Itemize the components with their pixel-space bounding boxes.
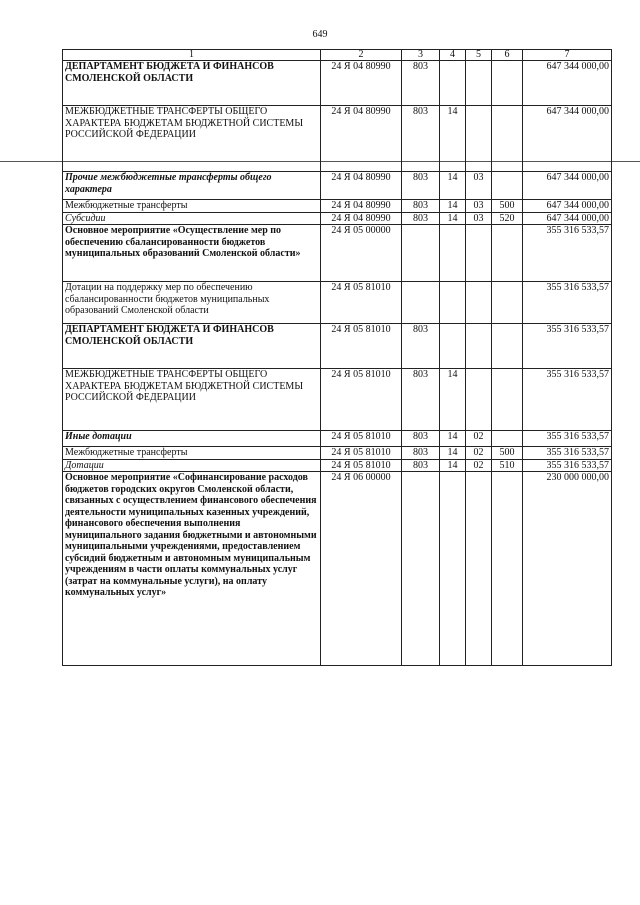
row-name: Основное мероприятие «Осуществление мер по обеспечению сбалансированности бюджетов муниципальных образований Смоленской области» (63, 225, 321, 282)
row-vr (492, 282, 523, 324)
row-vr (492, 61, 523, 106)
row-rz: 14 (440, 172, 466, 200)
row-ved (402, 225, 440, 282)
table-row (63, 472, 612, 666)
page-number: 649 (312, 29, 328, 40)
table-row (63, 61, 612, 106)
row-code: 24 Я 05 00000 (321, 225, 402, 282)
row-ved: 803 (402, 106, 440, 172)
table-row (63, 225, 612, 282)
row-vr (492, 324, 523, 369)
row-code: 24 Я 05 81010 (321, 324, 402, 369)
row-pr (466, 282, 492, 324)
row-rz: 14 (440, 212, 466, 225)
row-code: 24 Я 05 81010 (321, 447, 402, 460)
row-rz (440, 472, 466, 666)
row-ved: 803 (402, 447, 440, 460)
row-sum: 647 344 000,00 (523, 61, 612, 106)
row-sum: 647 344 000,00 (523, 106, 612, 172)
row-name: Основное мероприятие «Софинансирование расходов бюджетов городских округов Смоленской области, связанных с осуществлением финансового обеспечения деятельности муниципальных казенных учреждений, финансового обеспечения выполнения муниципального задания бюджетными и автономными муниципальными учреждениями, предоставлением субсидий бюджетным и автономным муниципальным учреждениям в части оплаты коммунальных услуг (затрат на коммунальные услуги), на оплату коммунальных услуг» (63, 472, 321, 666)
row-rz: 14 (440, 447, 466, 460)
row-sum: 355 316 533,57 (523, 225, 612, 282)
row-vr: 500 (492, 447, 523, 460)
header-col-3: 3 (402, 50, 440, 61)
row-vr: 520 (492, 212, 523, 225)
row-name: Дотации на поддержку мер по обеспечению сбалансированности бюджетов муниципальных образований Смоленской области (63, 282, 321, 324)
row-ved: 803 (402, 431, 440, 447)
row-code: 24 Я 04 80990 (321, 61, 402, 106)
row-pr (466, 61, 492, 106)
row-code: 24 Я 04 80990 (321, 200, 402, 213)
row-code: 24 Я 04 80990 (321, 172, 402, 200)
row-pr: 03 (466, 200, 492, 213)
row-ved (402, 472, 440, 666)
budget-table (62, 49, 612, 666)
row-name: Дотации (63, 459, 321, 472)
row-rz: 14 (440, 369, 466, 431)
table-row (63, 431, 612, 447)
row-pr: 02 (466, 459, 492, 472)
row-vr (492, 225, 523, 282)
header-col-6: 6 (492, 50, 523, 61)
row-name: Межбюджетные трансферты (63, 200, 321, 213)
row-sum: 355 316 533,57 (523, 324, 612, 369)
header-col-7: 7 (523, 50, 612, 61)
row-ved: 803 (402, 459, 440, 472)
row-ved: 803 (402, 200, 440, 213)
row-rz (440, 324, 466, 369)
row-sum: 355 316 533,57 (523, 282, 612, 324)
header-col-5: 5 (466, 50, 492, 61)
table-row (63, 106, 612, 172)
row-name: МЕЖБЮДЖЕТНЫЕ ТРАНСФЕРТЫ ОБЩЕГО ХАРАКТЕРА БЮДЖЕТАМ БЮДЖЕТНОЙ СИСТЕМЫ РОССИЙСКОЙ ФЕДЕРАЦИИ (63, 106, 321, 172)
row-ved: 803 (402, 324, 440, 369)
table-row (63, 369, 612, 431)
row-pr: 03 (466, 172, 492, 200)
row-pr (466, 324, 492, 369)
row-ved: 803 (402, 61, 440, 106)
table-row (63, 172, 612, 200)
header-col-1: 1 (63, 50, 321, 61)
row-vr: 510 (492, 459, 523, 472)
row-sum: 355 316 533,57 (523, 459, 612, 472)
row-vr (492, 369, 523, 431)
row-vr (492, 106, 523, 172)
row-sum: 647 344 000,00 (523, 172, 612, 200)
row-name: МЕЖБЮДЖЕТНЫЕ ТРАНСФЕРТЫ ОБЩЕГО ХАРАКТЕРА БЮДЖЕТАМ БЮДЖЕТНОЙ СИСТЕМЫ РОССИЙСКОЙ ФЕДЕРАЦИИ (63, 369, 321, 431)
row-sum: 230 000 000,00 (523, 472, 612, 666)
row-name: Субсидии (63, 212, 321, 225)
row-rz (440, 61, 466, 106)
row-pr (466, 106, 492, 172)
row-ved: 803 (402, 172, 440, 200)
row-pr (466, 225, 492, 282)
row-vr (492, 431, 523, 447)
row-rz (440, 282, 466, 324)
row-rz: 14 (440, 459, 466, 472)
row-sum: 647 344 000,00 (523, 212, 612, 225)
row-sum: 355 316 533,57 (523, 447, 612, 460)
row-ved: 803 (402, 369, 440, 431)
row-name: Межбюджетные трансферты (63, 447, 321, 460)
row-sum: 647 344 000,00 (523, 200, 612, 213)
table-row (63, 447, 612, 460)
row-rz: 14 (440, 106, 466, 172)
row-rz: 14 (440, 200, 466, 213)
row-sum: 355 316 533,57 (523, 431, 612, 447)
row-name: ДЕПАРТАМЕНТ БЮДЖЕТА И ФИНАНСОВ СМОЛЕНСКОЙ ОБЛАСТИ (63, 61, 321, 106)
table-row (63, 324, 612, 369)
row-code: 24 Я 04 80990 (321, 212, 402, 225)
header-row (63, 50, 612, 61)
row-rz: 14 (440, 431, 466, 447)
row-code: 24 Я 06 00000 (321, 472, 402, 666)
row-ved: 803 (402, 212, 440, 225)
header-col-2: 2 (321, 50, 402, 61)
row-pr (466, 369, 492, 431)
table-row (63, 459, 612, 472)
row-name: Иные дотации (63, 431, 321, 447)
row-code: 24 Я 05 81010 (321, 431, 402, 447)
table-row (63, 212, 612, 225)
row-vr (492, 472, 523, 666)
row-code: 24 Я 05 81010 (321, 282, 402, 324)
row-pr: 02 (466, 447, 492, 460)
row-vr (492, 172, 523, 200)
row-vr: 500 (492, 200, 523, 213)
row-sum: 355 316 533,57 (523, 369, 612, 431)
header-col-4: 4 (440, 50, 466, 61)
table-row (63, 200, 612, 213)
row-name: ДЕПАРТАМЕНТ БЮДЖЕТА И ФИНАНСОВ СМОЛЕНСКОЙ ОБЛАСТИ (63, 324, 321, 369)
row-name: Прочие межбюджетные трансферты общего характера (63, 172, 321, 200)
row-code: 24 Я 05 81010 (321, 369, 402, 431)
row-rz (440, 225, 466, 282)
row-ved (402, 282, 440, 324)
table-row (63, 282, 612, 324)
row-code: 24 Я 05 81010 (321, 459, 402, 472)
row-pr: 02 (466, 431, 492, 447)
row-code: 24 Я 04 80990 (321, 106, 402, 172)
row-pr: 03 (466, 212, 492, 225)
row-pr (466, 472, 492, 666)
